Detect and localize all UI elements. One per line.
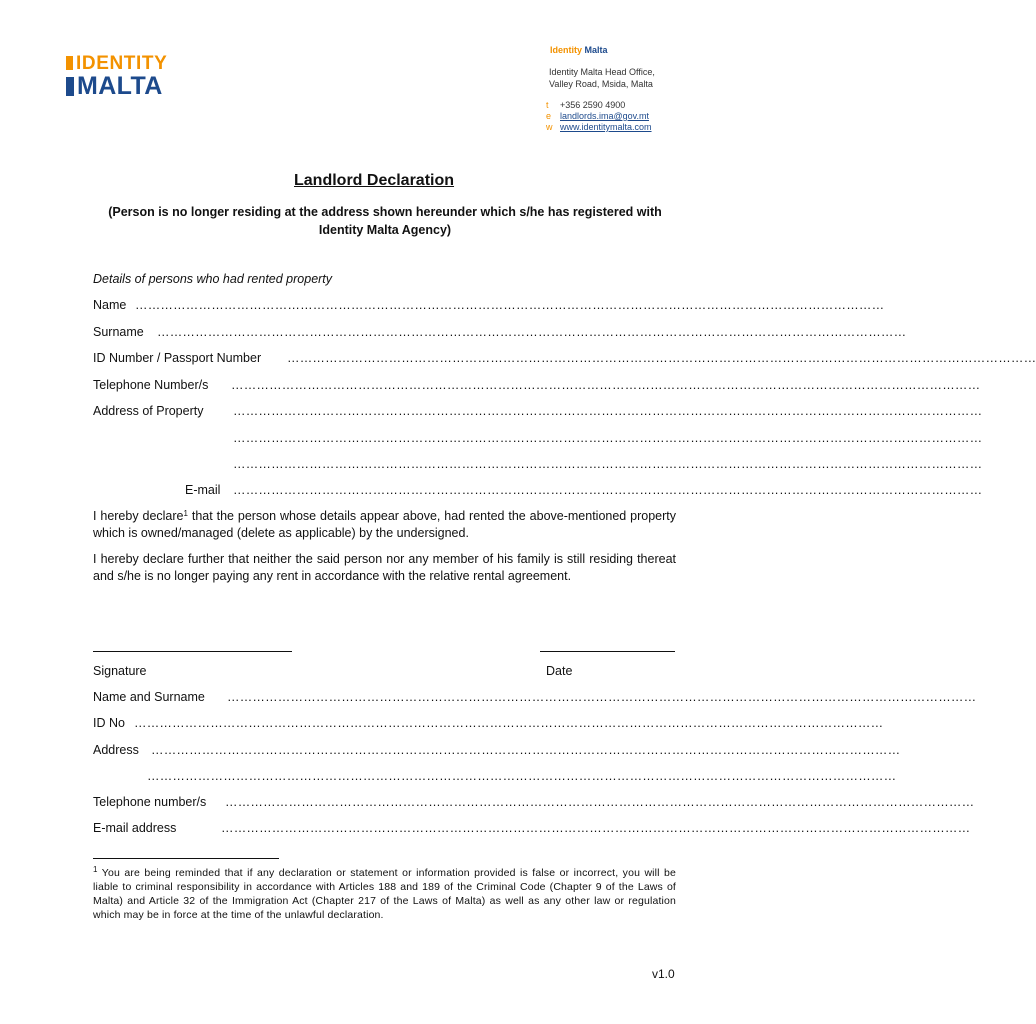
header-org-name [550,45,608,57]
footnote-text: You are being reminded that if any declaration or statement or information provided is false or incorrect, you will be liable to criminal responsibility in accordance with Articles 188 and 189 of the Criminal Code (Chapter 9 of the Laws of Malta) and Article 32 of the Immigration Act (Chapter 217 of the Laws of Malta) as well as any other law or regulation which may be in force at the time of the unlawful declaration. [93,867,676,921]
email-label: e [546,111,552,121]
header-address-line1: Identity Malta Head Office, [549,67,655,77]
declaration-text-rest: that the person whose details appear above, had rented the above-mentioned property which is owned/managed (delete as applicable) by the undersigned. [93,509,677,540]
footnote-marker: 1 [93,865,98,874]
id-no-label: ID No [93,716,125,730]
signer-email-label: E-mail address [93,821,177,835]
tel-value: +356 2590 4900 [560,100,626,110]
signer-id-field[interactable]: …………………………………………………………………………………………………………………………………………………………… [134,716,884,730]
footnote-separator [93,858,279,859]
header-org-part2: Malta [584,45,608,55]
header-website [546,122,652,134]
id-number-field[interactable]: …………………………………………………………………………………………………………………………………………………………… [287,351,1036,365]
email-field[interactable]: …………………………………………………………………………………………………………………………………………………………… [233,483,983,497]
declaration-text-start: I hereby declare [93,509,184,523]
details-heading: Details of persons who had rented property [93,272,333,286]
signer-name-field[interactable]: …………………………………………………………………………………………………………………………………………………………… [227,690,977,704]
header-telephone [546,100,625,112]
telephone-field[interactable]: …………………………………………………………………………………………………………………………………………………………… [231,378,981,392]
page-title: Landlord Declaration [294,172,455,189]
date-line[interactable] [540,651,675,652]
surname-field[interactable]: …………………………………………………………………………………………………………………………………………………………… [157,325,907,339]
footnote-reference: 1 [183,509,188,518]
surname-label: Surname [93,325,144,339]
email-label: E-mail [185,483,221,497]
identity-malta-logo [66,54,201,100]
id-number-label: ID Number / Passport Number [93,351,262,365]
address-field-line2[interactable]: …………………………………………………………………………………………………………………………………………………………… [233,431,983,445]
logo-blue-bar [66,77,74,96]
signer-telephone-field[interactable]: …………………………………………………………………………………………………………………………………………………………… [225,795,975,809]
telephone-label: Telephone Number/s [93,378,209,392]
signature-line[interactable] [93,651,292,652]
signature-label: Signature [93,664,147,678]
address-field-line1[interactable]: …………………………………………………………………………………………………………………………………………………………… [233,404,983,418]
header-address-line2: Valley Road, Msida, Malta [549,79,653,89]
footnote [93,866,676,922]
logo-orange-bar [66,56,73,70]
name-label: Name [93,298,127,312]
name-and-surname-label: Name and Surname [93,690,205,704]
email-link[interactable]: landlords.ima@gov.mt [560,111,650,121]
signer-address-label: Address [93,743,139,757]
signer-telephone-label: Telephone number/s [93,795,207,809]
tel-label: t [546,100,549,110]
name-field[interactable]: …………………………………………………………………………………………………………………………………………………………… [135,298,885,312]
signer-address-field-line2[interactable]: …………………………………………………………………………………………………………………………………………………………… [147,769,897,783]
declaration-paragraph-1 [93,508,676,542]
logo-line1: IDENTITY [76,53,168,74]
version-label: v1.0 [652,967,675,981]
header-email [546,111,649,123]
signer-address-field-line1[interactable]: …………………………………………………………………………………………………………………………………………………………… [151,743,901,757]
page-subtitle: (Person is no longer residing at the address shown hereunder which s/he has registered with Identity Malta Agency) [108,205,662,237]
web-label: w [546,122,553,132]
date-label: Date [546,664,573,678]
logo-line2: MALTA [77,72,163,100]
address-field-line3[interactable]: …………………………………………………………………………………………………………………………………………………………… [233,457,983,471]
address-of-property-label: Address of Property [93,404,204,418]
header-org-part1: Identity [550,45,583,55]
signer-email-field[interactable]: …………………………………………………………………………………………………………………………………………………………… [221,821,971,835]
declaration-paragraph-2: I hereby declare further that neither the said person nor any member of his family is still residing thereat and s/he is no longer paying any rent in accordance with the relative rental agreement. [93,552,676,583]
website-link[interactable]: www.identitymalta.com [560,122,652,132]
